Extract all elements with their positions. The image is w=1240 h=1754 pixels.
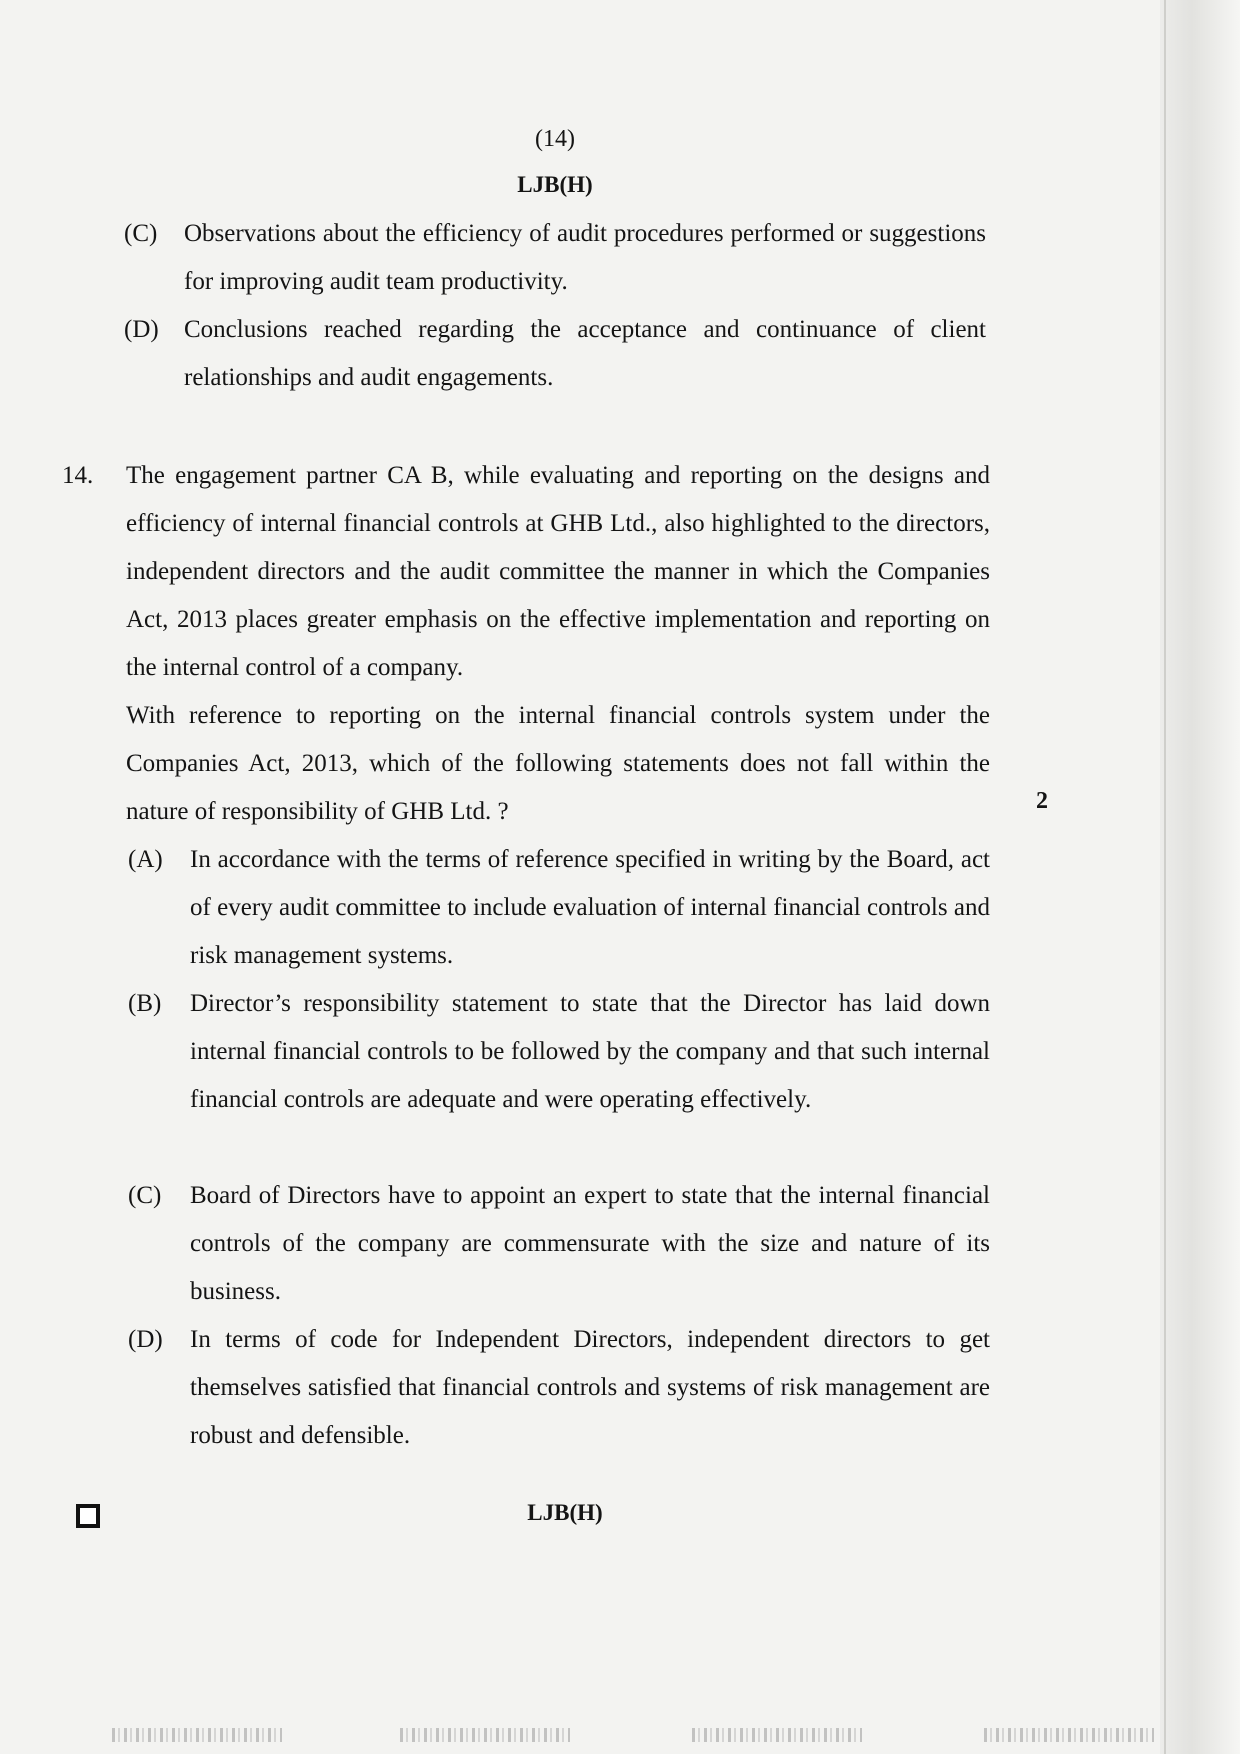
previous-option-d — [124, 306, 986, 402]
option-text: Director’s responsibility statement to state that the Director has laid down internal financial controls to be followed by the company and that such internal financial controls are adequate and were operating effectively. — [190, 990, 990, 1113]
scan-artifact — [984, 1728, 1154, 1742]
option-letter: (A) — [128, 846, 163, 873]
option-text: In accordance with the terms of reference specified in writing by the Board, act of every audit committee to include evaluation of internal financial controls and risk management systems. — [190, 846, 990, 969]
question-14 — [62, 452, 990, 836]
question-body — [126, 452, 990, 836]
page-edge-line — [1164, 0, 1166, 1754]
question-option-a — [128, 836, 990, 980]
option-letter: (C) — [124, 220, 158, 247]
question-paragraph-2: With reference to reporting on the internal financial controls system under the Companies Act, 2013, which of the following statements does not fall within the nature of responsibility of GHB Ltd. ? — [126, 702, 990, 825]
scan-artifact — [112, 1728, 282, 1742]
option-text: Board of Directors have to appoint an expert to state that the internal financial controls of the company are commensurate with the size and nature of its business. — [190, 1182, 990, 1305]
scan-artifact — [692, 1728, 862, 1742]
question-option-d — [128, 1316, 990, 1460]
question-marks: 2 — [1036, 788, 1048, 814]
page-edge-shadow — [1160, 0, 1240, 1754]
option-text: In terms of code for Independent Directors, independent directors to get themselves satisfied that financial controls and systems of risk management are robust and defensible. — [190, 1326, 990, 1449]
question-paragraph-1: The engagement partner CA B, while evaluating and reporting on the designs and efficiency of internal financial controls at GHB Ltd., also highlighted to the directors, independent directors and the audit committee the manner in which the Companies Act, 2013 places greater emphasis on the effective implementation and reporting on the internal control of a company. — [126, 462, 990, 681]
question-number: 14. — [62, 462, 94, 489]
question-option-c — [128, 1172, 990, 1316]
question-option-b — [128, 980, 990, 1124]
previous-option-c — [124, 210, 986, 306]
option-letter: (D) — [124, 316, 159, 343]
paper-code-header: LJB(H) — [517, 172, 593, 197]
paper-code-footer: LJB(H) — [527, 1500, 603, 1525]
scan-artifact — [400, 1728, 570, 1742]
page-number: (14) — [535, 126, 575, 152]
option-text: Conclusions reached regarding the acceptance and continuance of client relationships and audit engagements. — [184, 316, 986, 391]
option-letter: (B) — [128, 990, 162, 1017]
option-text: Observations about the efficiency of audit procedures performed or suggestions for improving audit team productivity. — [184, 220, 986, 295]
option-letter: (C) — [128, 1182, 162, 1209]
option-letter: (D) — [128, 1326, 163, 1353]
